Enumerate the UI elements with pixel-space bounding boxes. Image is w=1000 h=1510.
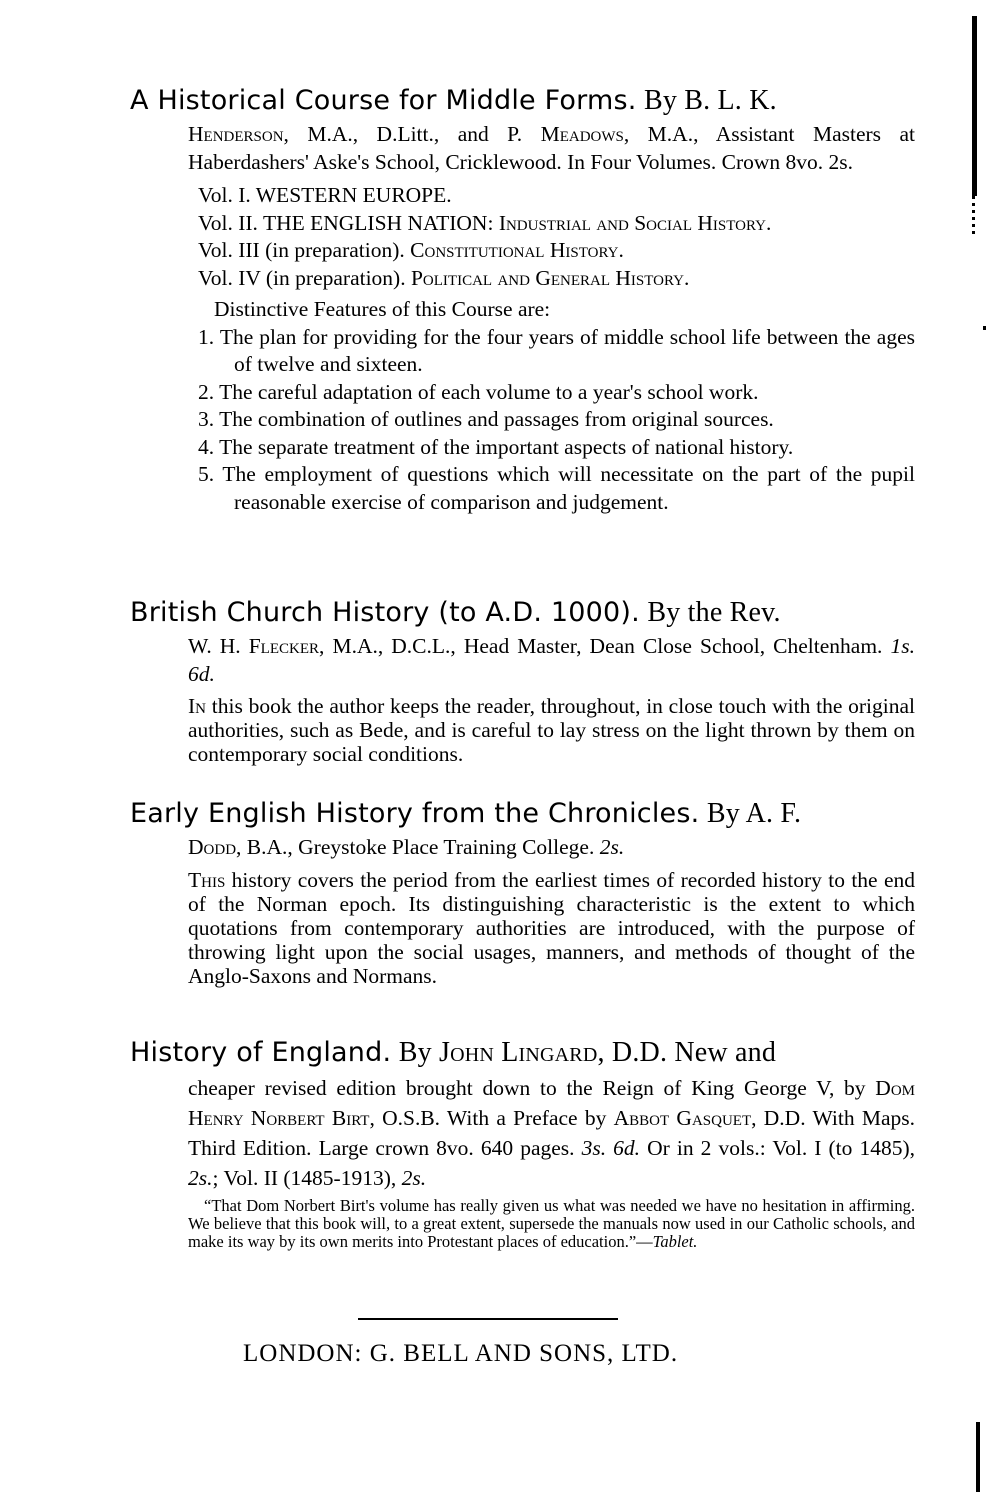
- byline: By the Rev.: [647, 597, 781, 628]
- feature-item: 1. The plan for providing for the four years of middle school life between the ages of twelve and sixteen.: [198, 324, 915, 376]
- publisher-imprint: LONDON: G. BELL AND SONS, LTD.: [243, 1340, 679, 1367]
- entry-body: [188, 121, 915, 516]
- edition-details: cheaper revised edition brought down to the Reign of King George V, by Dom Henry Norbert Birt, O.S.B. With a Preface by Abbot Gasquet, D.D. With Maps. Third Edition. Large crown 8vo. 640 pages. 3s. 6d. Or in 2 vols.: Vol. I (to 1485), 2s.; Vol. II (1485-1913), 2s.: [188, 1076, 915, 1190]
- entry-heading: [130, 80, 915, 121]
- entry-british-church-history: [130, 592, 915, 766]
- book-title: Early English History from the Chronicles.: [130, 798, 700, 829]
- entry-heading: [130, 793, 915, 834]
- volume-item: Vol. IV (in preparation). Political and General History.: [198, 265, 690, 290]
- price: 2s.: [188, 1166, 213, 1190]
- author-details: Henderson, M.A., D.Litt., and P. Meadows, M.A., Assistant Masters at Haberdashers' Aske's School, Cricklewood. In Four Volumes. Crown 8vo. 2s.: [188, 122, 915, 174]
- author-details: Dodd, B.A., Greystoke Place Training College. 2s.: [188, 835, 625, 859]
- feature-item: 5. The employment of questions which will necessitate on the part of the pupil reasonable exercise of comparison and judgement.: [198, 462, 915, 514]
- book-description: In this book the author keeps the reader, throughout, in close touch with the original authorities, such as Bede, and is careful to lay stress on the light thrown by them on contemporary social conditions.: [188, 694, 915, 766]
- review-quote: “That Dom Norbert Birt's volume has really given us what was needed we have no hesitation in affirming. We believe that this book will, to a great extent, supersede the manuals now used in our Catholic schools, and make its way by its own merits into Protestant places of education.”—Tablet.: [188, 1196, 915, 1251]
- entry-historical-course: [130, 80, 915, 516]
- entry-body: [188, 633, 915, 766]
- byline: By B. L. K.: [643, 85, 777, 116]
- feature-item: 4. The separate treatment of the important aspects of national history.: [198, 434, 794, 459]
- author-details: W. H. Flecker, M.A., D.C.L., Head Master, Dean Close School, Cheltenham. 1s. 6d.: [188, 634, 915, 686]
- entry-history-of-england: [130, 1032, 915, 1251]
- scan-edge-mark: [972, 16, 977, 196]
- byline: By A. F.: [706, 798, 802, 829]
- price: 3s. 6d.: [581, 1136, 641, 1160]
- price: 2s.: [599, 835, 625, 859]
- feature-item: 3. The combination of outlines and passages from original sources.: [198, 407, 774, 431]
- feature-item: 2. The careful adaptation of each volume to a year's school work.: [198, 379, 759, 404]
- quote-source: Tablet.: [652, 1232, 698, 1251]
- book-title: History of England.: [130, 1037, 392, 1068]
- features-intro: Distinctive Features of this Course are:: [214, 297, 551, 321]
- entry-early-english-history: [130, 793, 915, 988]
- entry-body: [188, 1073, 915, 1251]
- price: 2s.: [401, 1166, 427, 1190]
- scan-speck: [983, 326, 986, 330]
- scan-edge-mark: [976, 1422, 980, 1492]
- divider-rule: [358, 1318, 618, 1320]
- volume-item: Vol. II. THE ENGLISH NATION: Industrial and Social History.: [198, 210, 772, 235]
- book-description: This history covers the period from the earliest times of recorded history to the end of the Norman epoch. Its distinguishing characteristic is the extent to which quotations from contemporary authorities are introduced, with the purpose of throwing light upon the social usages, manners, and methods of thought of the Anglo-Saxons and Normans.: [188, 867, 915, 988]
- book-title: A Historical Course for Middle Forms.: [130, 85, 637, 116]
- volume-item: Vol. III (in preparation). Constitutional History.: [198, 238, 624, 262]
- entry-body: [188, 834, 915, 988]
- price: 1s. 6d.: [188, 634, 915, 686]
- entry-heading: [130, 592, 915, 633]
- scan-edge-mark: [972, 196, 975, 236]
- book-title: British Church History (to A.D. 1000).: [130, 597, 640, 628]
- byline: By John Lingard, D.D. New and: [398, 1037, 777, 1068]
- entry-heading: [130, 1032, 915, 1073]
- volume-item: Vol. I. WESTERN EUROPE.: [198, 183, 452, 207]
